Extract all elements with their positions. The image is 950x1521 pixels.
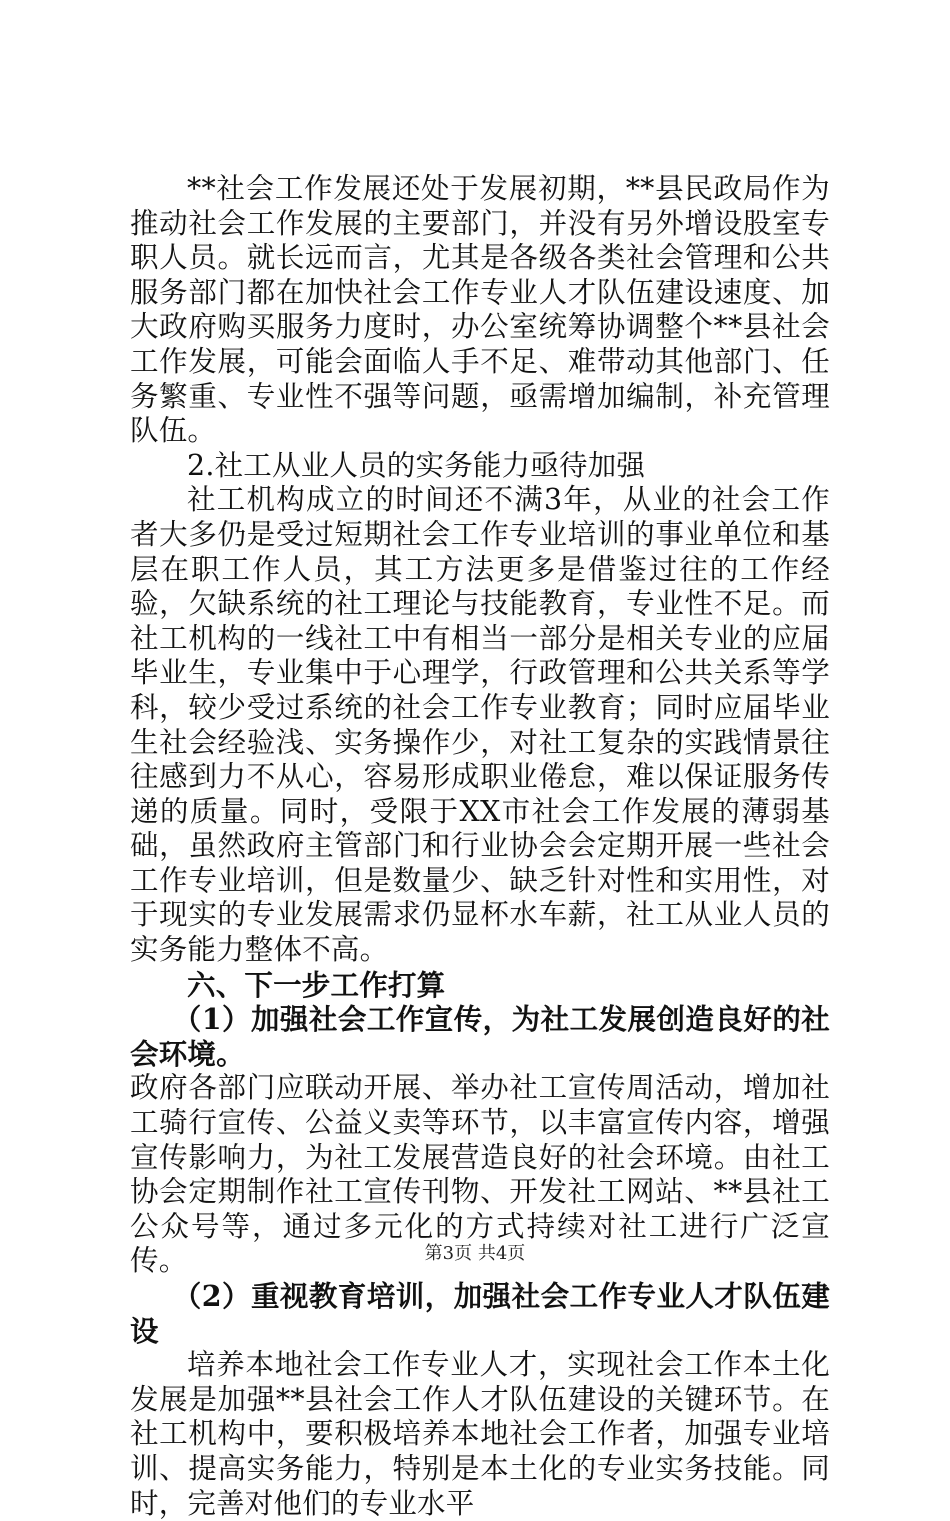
subheading-training: （2）重视教育培训，加强社会工作专业人才队伍建设 bbox=[130, 1279, 830, 1348]
paragraph-publicity: 政府各部门应联动开展、举办社工宣传周活动，增加社工骑行宣传、公益义卖等环节，以丰富宣传内容，增强宣传影响力，为社工发展营造良好的社会环境。由社工协会定期制作社工宣传刊物、开发社工网站、**县社工公众号等，通过多元化的方式持续对社工进行广泛宣传。 bbox=[130, 1071, 830, 1278]
paragraph-staffing-issue: **社会工作发展还处于发展初期，**县民政局作为推动社会工作发展的主要部门，并没有另外增设股室专职人员。就长远而言，尤其是各级各类社会管理和公共服务部门都在加快社会工作专业人才队伍建设速度、加大政府购买服务力度时，办公室统筹协调整个**县社会工作发展，可能会面临人手不足、难带动其他部门、任务繁重、专业性不强等问题，亟需增加编制，补充管理队伍。 bbox=[130, 172, 830, 448]
paragraph-training: 培养本地社会工作专业人才，实现社会工作本土化发展是加强**县社会工作人才队伍建设的关键环节。在社工机构中，要积极培养本地社会工作者，加强专业培训、提高实务能力，特别是本土化的专业实务技能。同时，完善对他们的专业水平 bbox=[130, 1348, 830, 1520]
section-heading-next-steps: 六、下一步工作打算 bbox=[187, 967, 446, 1002]
paragraph-practice-ability: 社工机构成立的时间还不满3年，从业的社会工作者大多仍是受过短期社会工作专业培训的事业单位和基层在职工作人员，其工方法更多是借鉴过往的工作经验，欠缺系统的社工理论与技能教育，专业性不足。而社工机构的一线社工中有相当一部分是相关专业的应届毕业生，专业集中于心理学，行政管理和公共关系等学科，较少受过系统的社会工作专业教育；同时应届毕业生社会经验浅、实务操作少，对社工复杂的实践情景往往感到力不从心，容易形成职业倦怠，难以保证服务传递的质量。同时，受限于XX市社会工作发展的薄弱基础，虽然政府主管部门和行业协会会定期开展一些社会工作专业培训，但是数量少、缺乏针对性和实用性，对于现实的专业发展需求仍显杯水车薪，社工从业人员的实务能力整体不高。 bbox=[130, 483, 830, 967]
page-footer: 第3页 共4页 bbox=[424, 1243, 526, 1264]
subheading-practice-ability: 2.社工从业人员的实务能力亟待加强 bbox=[187, 448, 646, 482]
subheading-publicity: （1）加强社会工作宣传，为社工发展创造良好的社会环境。 bbox=[130, 1002, 830, 1071]
document-body bbox=[130, 172, 830, 1521]
